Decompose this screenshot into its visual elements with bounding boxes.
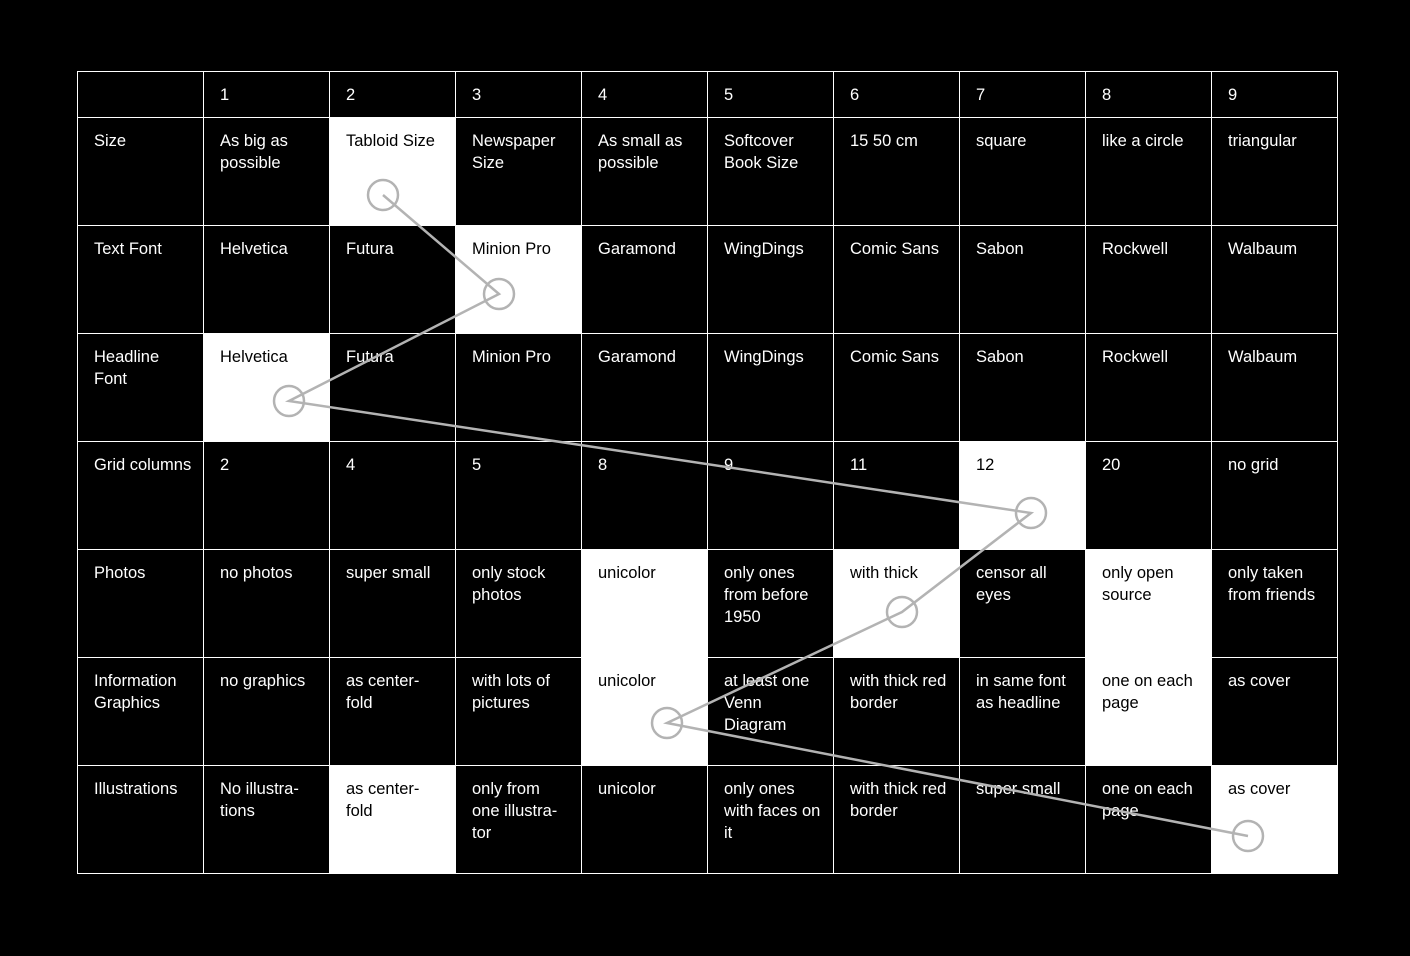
option-cell: unicolor [582,766,708,874]
option-cell: only ones from before 1950 [708,550,834,658]
option-cell: only stock photos [456,550,582,658]
selected-option-cell: Helvetica [204,334,330,442]
selected-option-cell: unicolor [582,658,708,766]
option-cell: triangular [1212,118,1338,226]
row-label: Size [78,118,204,226]
option-cell: as center-fold [330,658,456,766]
option-cell: 4 [330,442,456,550]
option-cell: no grid [1212,442,1338,550]
option-cell: at least one Venn Diagram [708,658,834,766]
option-cell: Newspaper Size [456,118,582,226]
option-cell: Futura [330,226,456,334]
column-number: 9 [1212,72,1338,118]
option-cell: 11 [834,442,960,550]
column-number: 4 [582,72,708,118]
row-label: Grid columns [78,442,204,550]
option-cell: with thick red border [834,766,960,874]
selected-option-cell: 12 [960,442,1086,550]
row-label: Information Graphics [78,658,204,766]
selected-option-cell: Tabloid Size [330,118,456,226]
selected-option-cell: as cover [1212,766,1338,874]
row-information-graphics [78,658,1338,766]
column-number: 6 [834,72,960,118]
option-cell: No illustra-tions [204,766,330,874]
column-number: 5 [708,72,834,118]
selected-option-cell: unicolor [582,550,708,658]
option-cell: Sabon [960,226,1086,334]
option-cell: WingDings [708,226,834,334]
option-cell: Helvetica [204,226,330,334]
option-cell: with thick red border [834,658,960,766]
column-number: 1 [204,72,330,118]
corner-cell [78,72,204,118]
option-cell: no graphics [204,658,330,766]
option-matrix [77,71,1338,874]
row-size [78,118,1338,226]
option-cell: only from one illustra-tor [456,766,582,874]
option-cell: Comic Sans [834,334,960,442]
option-cell: Walbaum [1212,226,1338,334]
column-number: 8 [1086,72,1212,118]
option-cell: super small [960,766,1086,874]
selected-option-cell: Minion Pro [456,226,582,334]
option-cell: 2 [204,442,330,550]
selected-option-cell: with thick [834,550,960,658]
option-cell: censor all eyes [960,550,1086,658]
option-cell: 15 50 cm [834,118,960,226]
option-cell: 9 [708,442,834,550]
row-label: Photos [78,550,204,658]
option-cell: Garamond [582,226,708,334]
option-cell: 5 [456,442,582,550]
option-cell: Sabon [960,334,1086,442]
option-cell: 8 [582,442,708,550]
option-cell: 20 [1086,442,1212,550]
column-number: 3 [456,72,582,118]
option-cell: Futura [330,334,456,442]
option-cell: no photos [204,550,330,658]
row-label: Headline Font [78,334,204,442]
column-number-row [78,72,1338,118]
option-cell: one on each page [1086,766,1212,874]
selected-option-cell: only open source [1086,550,1212,658]
option-cell: Minion Pro [456,334,582,442]
selected-option-cell: as center-fold [330,766,456,874]
option-cell: As big as possible [204,118,330,226]
row-photos [78,550,1338,658]
row-text-font [78,226,1338,334]
option-cell: only ones with faces on it [708,766,834,874]
option-cell: Garamond [582,334,708,442]
option-cell: as cover [1212,658,1338,766]
option-cell: Comic Sans [834,226,960,334]
option-cell: Rockwell [1086,334,1212,442]
option-cell: Softcover Book Size [708,118,834,226]
row-grid-columns [78,442,1338,550]
row-label: Text Font [78,226,204,334]
option-cell: WingDings [708,334,834,442]
option-cell: Rockwell [1086,226,1212,334]
column-number: 7 [960,72,1086,118]
option-cell: super small [330,550,456,658]
row-label: Illustrations [78,766,204,874]
option-cell: only taken from friends [1212,550,1338,658]
option-cell: with lots of pictures [456,658,582,766]
row-headline-font [78,334,1338,442]
option-cell: Walbaum [1212,334,1338,442]
option-cell: As small as possible [582,118,708,226]
column-number: 2 [330,72,456,118]
row-illustrations [78,766,1338,874]
option-cell: in same font as headline [960,658,1086,766]
option-cell: like a circle [1086,118,1212,226]
option-cell: square [960,118,1086,226]
selected-option-cell: one on each page [1086,658,1212,766]
